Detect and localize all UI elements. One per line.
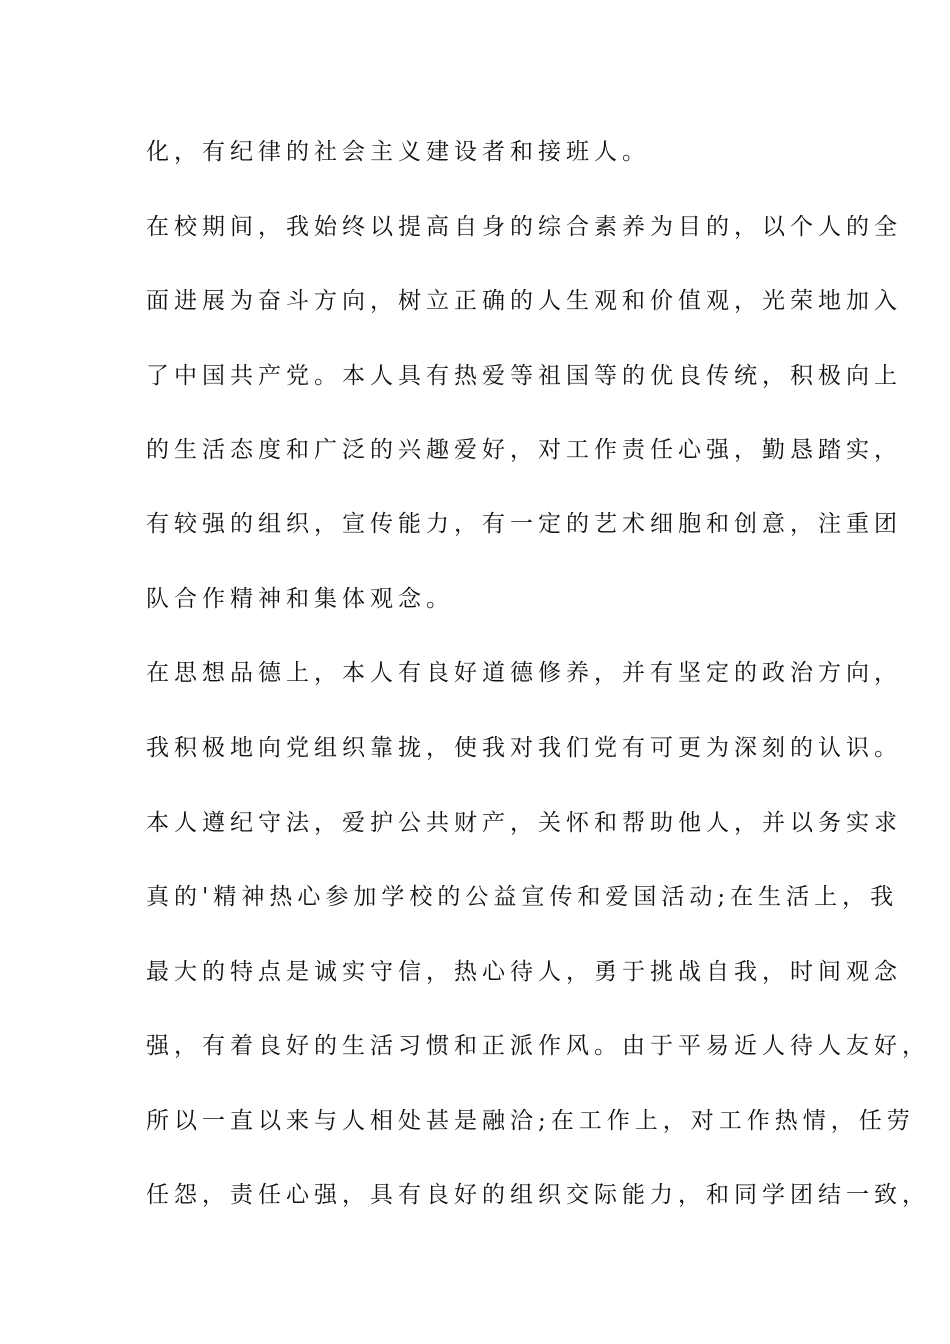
text-line: 的生活态度和广泛的兴趣爱好，对工作责任心强，勤恳踏实，	[146, 437, 902, 463]
text-line: 最大的特点是诚实守信，热心待人，勇于挑战自我，时间观念	[146, 959, 902, 985]
text-line: 在校期间，我始终以提高自身的综合素养为目的，以个人的全	[146, 214, 902, 240]
text-line: 强，有着良好的生活习惯和正派作风。由于平易近人待人友好，	[146, 1033, 930, 1059]
text-line: 面进展为奋斗方向，树立正确的人生观和价值观，光荣地加入	[146, 288, 902, 314]
text-line: 有较强的组织，宣传能力，有一定的艺术细胞和创意，注重团	[146, 511, 902, 537]
text-line: 在思想品德上，本人有良好道德修养，并有坚定的政治方向，	[146, 660, 902, 686]
text-line: 任怨，责任心强，具有良好的组织交际能力，和同学团结一致，	[146, 1182, 930, 1208]
text-line: 本人遵纪守法，爱护公共财产，关怀和帮助他人，并以务实求	[146, 810, 902, 836]
text-line: 了中国共产党。本人具有热爱等祖国等的优良传统，积极向上	[146, 363, 902, 389]
text-line: 我积极地向党组织靠拢，使我对我们党有可更为深刻的认识。	[146, 735, 902, 761]
text-line: 所以一直以来与人相处甚是融洽;在工作上，对工作热情，任劳	[146, 1108, 915, 1134]
text-line: 真的'精神热心参加学校的公益宣传和爱国活动;在生活上，我	[146, 884, 899, 910]
text-line: 化，有纪律的社会主义建设者和接班人。	[146, 139, 650, 165]
text-line: 队合作精神和集体观念。	[146, 586, 454, 612]
